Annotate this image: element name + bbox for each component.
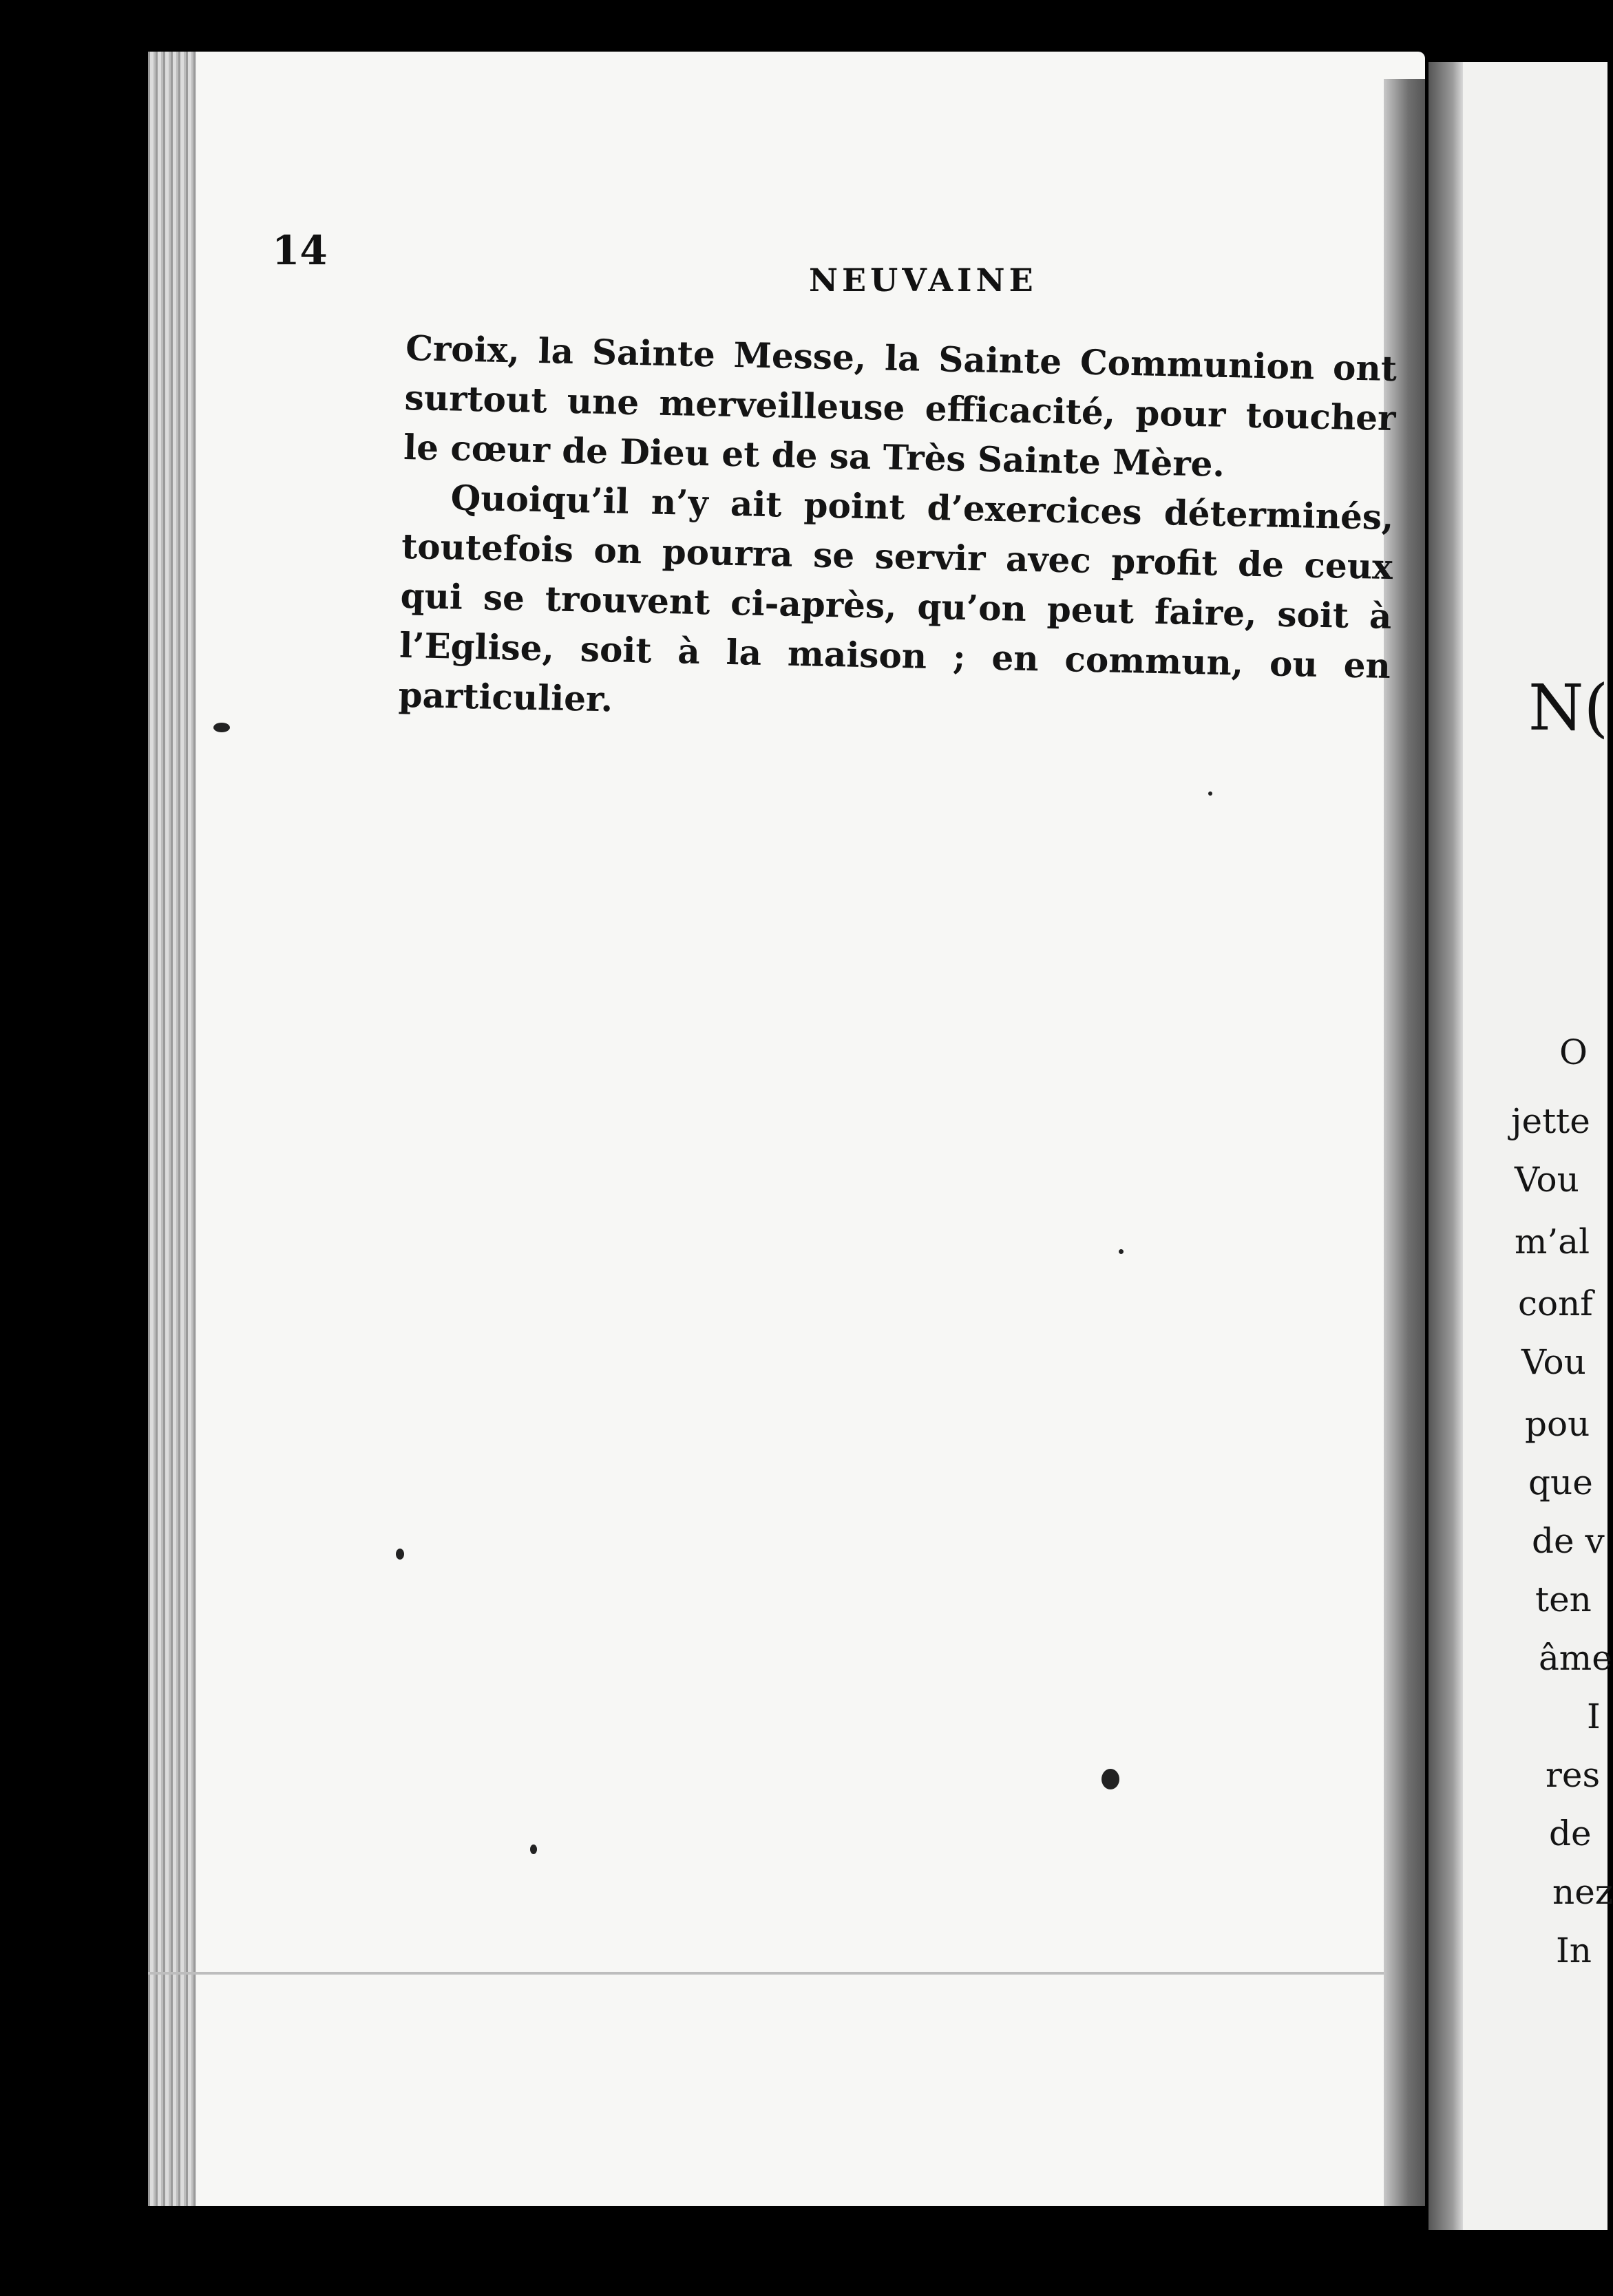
right-page bbox=[1428, 62, 1613, 2230]
paragraph: Croix, la Sainte Messe, la Sainte Communion ont surtout une merveilleuse efficacité, pour toucher le cœur de Dieu et de sa Très Sainte Mère. bbox=[403, 327, 1398, 485]
right-line-fragment: m’al bbox=[1515, 1222, 1590, 1262]
right-line-fragment: âme bbox=[1539, 1638, 1612, 1678]
body-text bbox=[398, 323, 1398, 741]
page-edge bbox=[148, 52, 196, 2206]
right-line-fragment: de v bbox=[1532, 1521, 1605, 1561]
right-line-fragment: conf bbox=[1518, 1284, 1593, 1324]
dust-speck bbox=[1208, 791, 1212, 796]
page-fold-line bbox=[148, 1972, 1425, 1975]
dust-speck bbox=[530, 1845, 537, 1854]
right-line-fragment: nez bbox=[1552, 1872, 1613, 1912]
running-head: NEUVAINE bbox=[809, 262, 1037, 299]
dust-speck bbox=[1119, 1249, 1124, 1254]
right-line-fragment: ten bbox=[1535, 1580, 1592, 1619]
right-line-fragment: pou bbox=[1525, 1404, 1590, 1444]
dust-speck bbox=[396, 1549, 404, 1560]
right-line-fragment: I bbox=[1587, 1697, 1601, 1736]
dust-speck bbox=[1101, 1769, 1119, 1789]
right-line-fragment: In bbox=[1556, 1931, 1592, 1970]
paragraph: Quoiqu’il n’y ait point d’exercices déterminés, toutefois on pourra se servir avec profit de ceux qui se trouvent ci-après, qu’on peut faire, soit à l’Eglise, soit à la maison ; en commun, ou en particulier. bbox=[398, 477, 1395, 720]
right-line-fragment: Vou bbox=[1521, 1342, 1586, 1382]
right-line-fragment: que bbox=[1528, 1463, 1593, 1502]
right-line-fragment: Vou bbox=[1515, 1160, 1579, 1200]
right-line-fragment: O bbox=[1559, 1032, 1588, 1072]
right-page-title-fragment: N( bbox=[1528, 671, 1609, 745]
right-line-fragment: res bbox=[1546, 1755, 1601, 1795]
right-gutter-shadow bbox=[1428, 62, 1463, 2230]
page-number: 14 bbox=[272, 227, 328, 274]
dust-speck bbox=[213, 723, 230, 732]
right-line-fragment: jette bbox=[1511, 1101, 1590, 1141]
right-line-fragment: de bbox=[1549, 1814, 1592, 1853]
